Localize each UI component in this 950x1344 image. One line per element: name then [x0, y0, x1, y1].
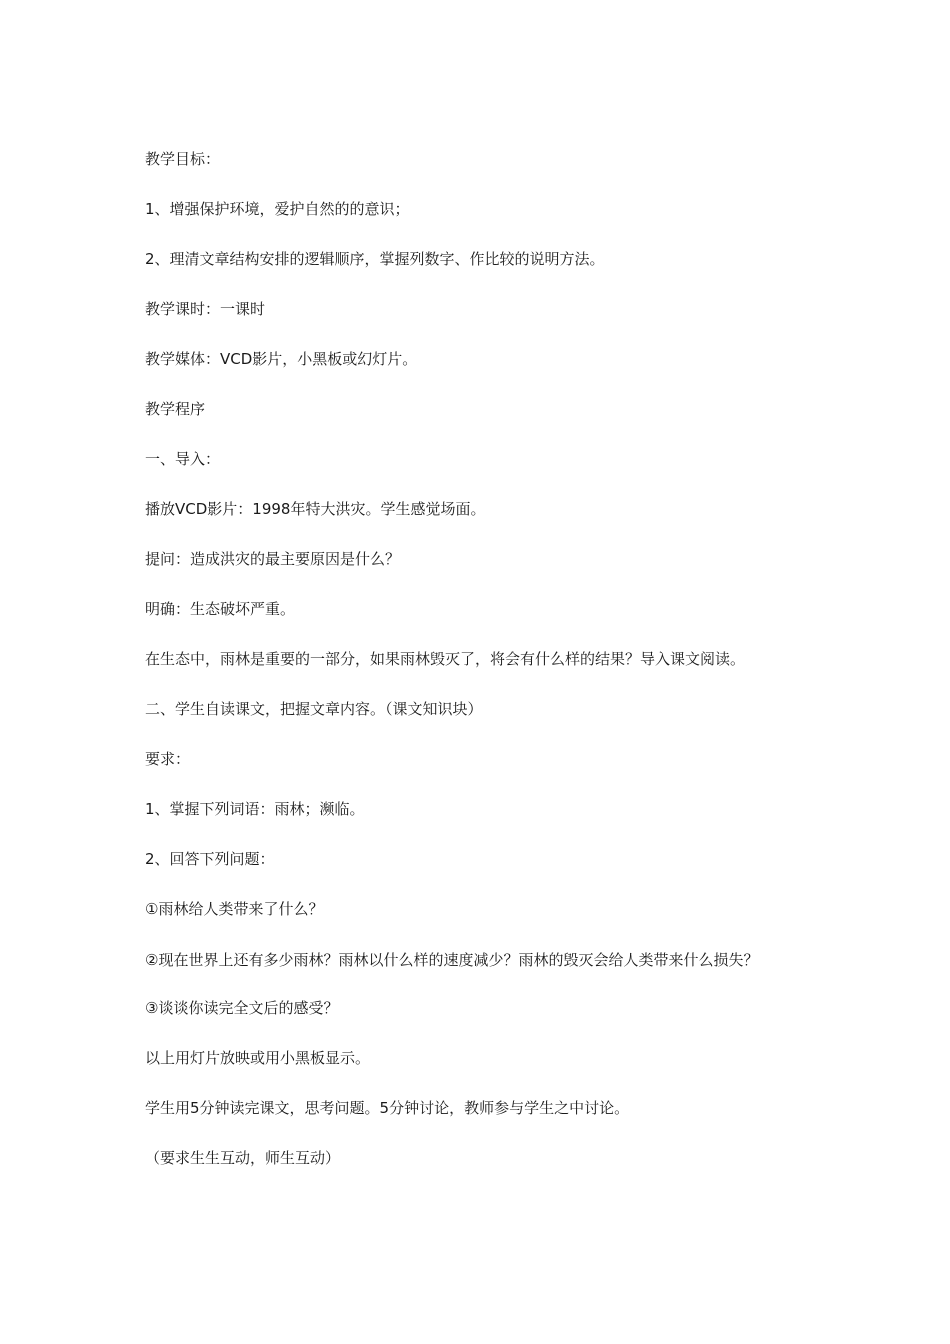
intro-question: 提问：造成洪灾的最主要原因是什么？ — [145, 550, 401, 568]
display-note: 以上用灯片放映或用小黑板显示。 — [145, 1049, 371, 1067]
intro-play-video: 播放VCD影片：1998年特大洪灾。学生感觉场面。 — [145, 500, 486, 518]
heading-teaching-objectives: 教学目标： — [145, 150, 221, 168]
document-body — [145, 148, 813, 1197]
question-3: ③谈谈你读完全文后的感受？ — [145, 999, 339, 1017]
heading-teaching-procedure: 教学程序 — [145, 400, 206, 418]
objective-item-2: 2、理清文章结构安排的逻辑顺序，掌握列数字、作比较的说明方法。 — [145, 250, 605, 268]
requirements-label: 要求： — [145, 750, 191, 768]
objective-item-1: 1、增强保护环境，爱护自然的的意识； — [145, 200, 410, 218]
reading-time-note: 学生用5分钟读完课文，思考问题。5分钟讨论，教师参与学生之中讨论。 — [145, 1099, 630, 1117]
interaction-note: （要求生生互动，师生互动） — [145, 1149, 341, 1167]
intro-lead-in: 在生态中，雨林是重要的一部分，如果雨林毁灭了，将会有什么样的结果？导入课文阅读。 — [145, 650, 746, 668]
teaching-media: 教学媒体：VCD影片，小黑板或幻灯片。 — [145, 350, 418, 368]
section-introduction: 一、导入： — [145, 450, 221, 468]
requirement-item-1: 1、掌握下列词语：雨林；濒临。 — [145, 800, 365, 818]
section-self-reading: 二、学生自读课文，把握文章内容。（课文知识块） — [145, 700, 483, 718]
intro-answer: 明确：生态破坏严重。 — [145, 600, 296, 618]
question-1: ①雨林给人类带来了什么？ — [145, 900, 324, 918]
teaching-hours: 教学课时：一课时 — [145, 300, 266, 318]
question-2: ②现在世界上还有多少雨林？雨林以什么样的速度减少？雨林的毁灭会给人类带来什么损失？ — [145, 951, 759, 969]
requirement-item-2: 2、回答下列问题： — [145, 850, 275, 868]
